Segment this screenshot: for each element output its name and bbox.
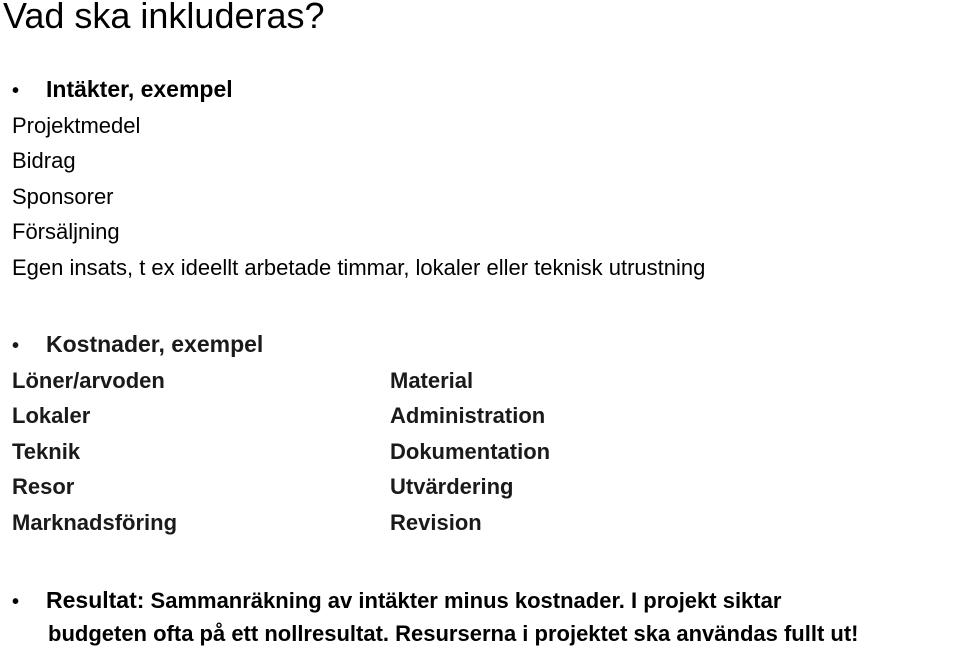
income-item: Projektmedel (12, 113, 141, 138)
income-item: Försäljning (12, 219, 120, 244)
cost-item-left: Teknik (12, 439, 81, 464)
result-text-2: budgeten ofta på ett nollresultat. Resurserna i projektet ska användas fullt ut! (48, 621, 859, 646)
bullet-icon: • (12, 80, 20, 102)
costs-heading (12, 331, 263, 358)
bullet-icon: • (12, 591, 20, 613)
bullet-icon: • (12, 335, 20, 357)
costs-heading-text: Kostnader, exempel (46, 331, 264, 357)
incomes-heading (12, 76, 233, 103)
cost-item-right: Administration (390, 403, 546, 428)
income-item: Bidrag (12, 148, 76, 173)
income-item: Sponsorer (12, 184, 114, 209)
result-label: Resultat: (46, 587, 145, 613)
slide-title: Vad ska inkluderas? (3, 0, 325, 36)
cost-item-left: Resor (12, 474, 75, 499)
incomes-heading-text: Intäkter, exempel (46, 76, 233, 102)
result-text-1: Sammanräkning av intäkter minus kostnader. I projekt siktar (150, 588, 782, 613)
cost-item-right: Dokumentation (390, 439, 551, 464)
cost-item-left: Marknadsföring (12, 510, 178, 535)
cost-item-left: Löner/arvoden (12, 368, 165, 393)
cost-item-right: Revision (390, 510, 482, 535)
cost-item-left: Lokaler (12, 403, 91, 428)
cost-item-right: Utvärdering (390, 474, 514, 499)
result-line-1 (12, 586, 781, 616)
income-item: Egen insats, t ex ideellt arbetade timmar, lokaler eller teknisk utrustning (12, 255, 706, 280)
cost-item-right: Material (390, 368, 474, 393)
